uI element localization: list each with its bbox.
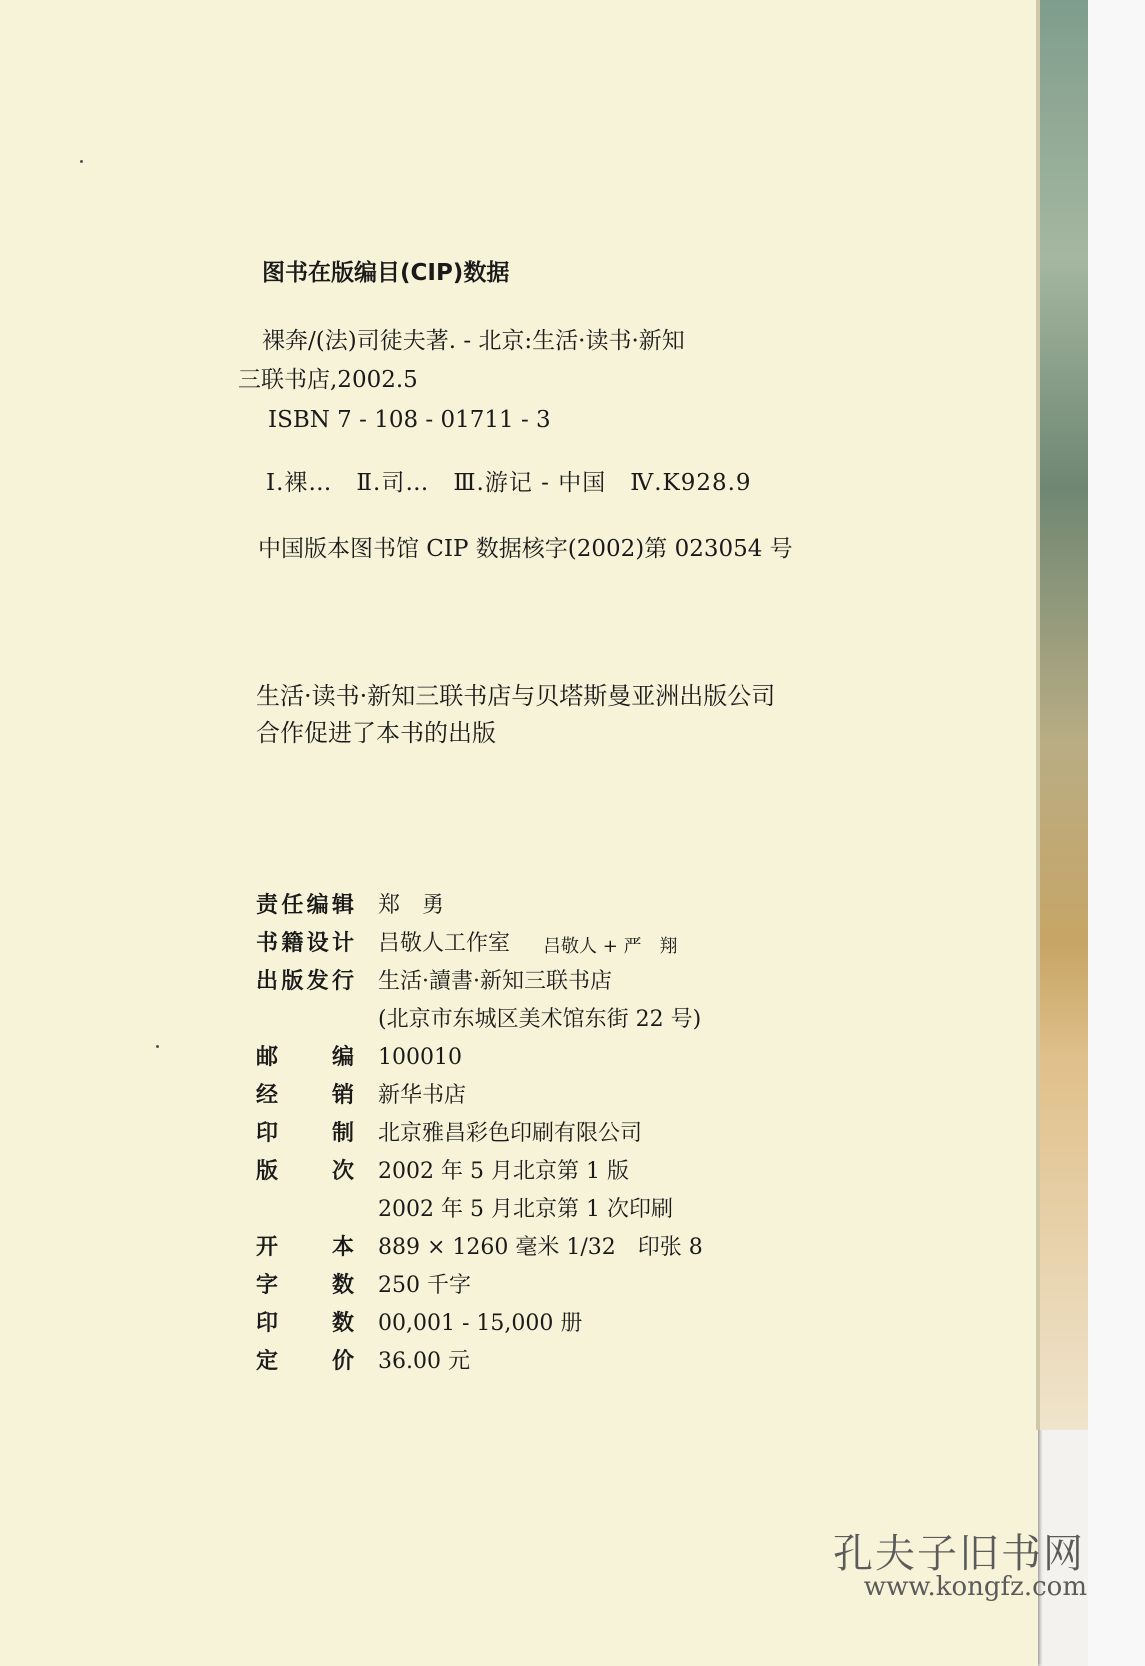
colophon-value: 889 × 1260 毫米 1/32 印张 8 (378, 1235, 703, 1260)
colophon-label: 邮编 (256, 1045, 354, 1070)
cip-publisher-date: 三联书店,2002.5 (238, 367, 418, 393)
colophon-value: 36.00 元 (378, 1349, 470, 1374)
colophon-address: (北京市东城区美术馆东街 22 号) (378, 1007, 702, 1032)
colophon-label: 版次 (256, 1159, 354, 1184)
watermark-url: www.kongfz.com (863, 1572, 1087, 1602)
colophon-label: 字数 (256, 1273, 354, 1298)
cooperation-note-line1: 生活·读书·新知三联书店与贝塔斯曼亚洲出版公司 (256, 682, 776, 710)
watermark-logo-text: 孔夫子旧书网 (833, 1531, 1085, 1577)
colophon-value: 00,001 - 15,000 册 (378, 1311, 583, 1336)
scan-background (1088, 0, 1145, 1666)
colophon-label: 印制 (256, 1121, 354, 1146)
cover-edge-strip (1040, 0, 1088, 1430)
cip-isbn: ISBN 7 - 108 - 01711 - 3 (268, 407, 551, 433)
colophon-value: 250 千字 (378, 1273, 471, 1298)
cip-book-info: 裸奔/(法)司徒夫著. - 北京:生活·读书·新知 (262, 328, 685, 354)
colophon-label: 责任编辑 (256, 893, 354, 918)
colophon-label: 经销 (256, 1083, 354, 1108)
print-speck (80, 160, 83, 163)
cip-record-number: 中国版本图书馆 CIP 数据核字(2002)第 023054 号 (258, 536, 793, 562)
colophon-label: 定价 (256, 1349, 354, 1374)
print-speck (156, 1045, 159, 1048)
colophon-value: 郑 勇 (378, 893, 445, 918)
colophon-value: 2002 年 5 月北京第 1 次印刷 (378, 1197, 673, 1222)
colophon-label: 出版发行 (256, 969, 354, 994)
colophon-value: 北京雅昌彩色印刷有限公司 (378, 1121, 643, 1146)
colophon-value: 生活·讀書·新知三联书店 (378, 969, 612, 994)
colophon-value: 2002 年 5 月北京第 1 版 (378, 1159, 629, 1184)
cooperation-note-line2: 合作促进了本书的出版 (256, 719, 496, 747)
designer-names: 吕敬人 + 严 翔 (543, 936, 678, 957)
colophon-value: 100010 (378, 1045, 462, 1070)
colophon-value: 吕敬人工作室 (378, 931, 511, 956)
cip-classification: Ⅰ.裸… Ⅱ.司… Ⅲ.游记 - 中国 Ⅳ.K928.9 (266, 470, 752, 496)
colophon-label: 印数 (256, 1311, 354, 1336)
cip-title: 图书在版编目(CIP)数据 (262, 260, 510, 286)
colophon-label: 开本 (256, 1235, 354, 1260)
colophon-value: 新华书店 (378, 1083, 467, 1108)
colophon-label: 书籍设计 (256, 931, 354, 956)
